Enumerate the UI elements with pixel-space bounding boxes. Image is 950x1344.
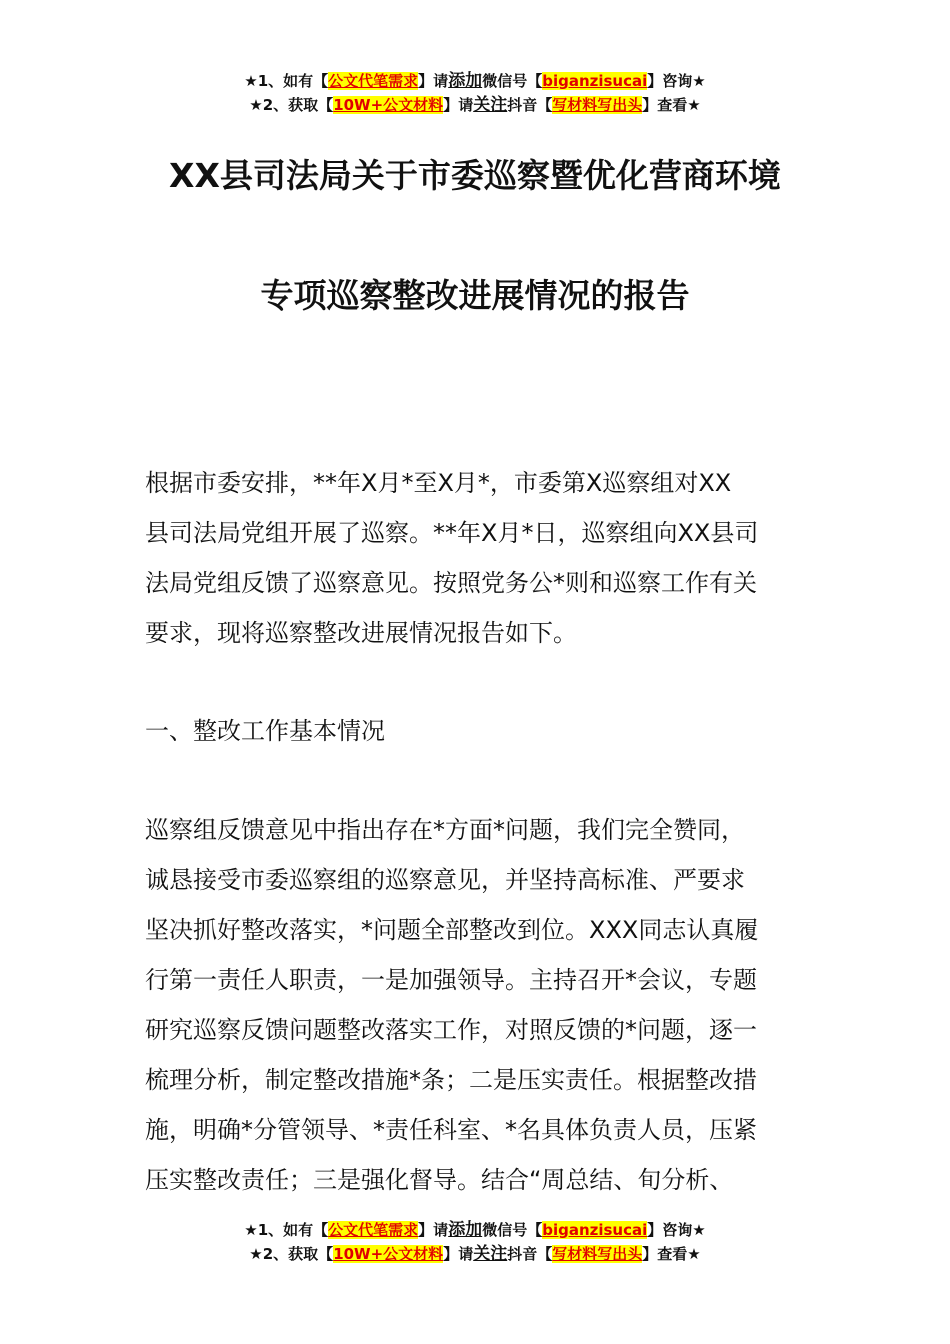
text-line: 法局党组反馈了巡察意见。按照党务公*则和巡察工作有关 <box>145 569 757 597</box>
text-line: 研究巡察反馈问题整改落实工作，对照反馈的*问题，逐一 <box>145 1016 757 1044</box>
text-line: 坚决抓好整改落实，*问题全部整改到位。XXX同志认真履 <box>145 916 759 944</box>
text-line: 梳理分析，制定整改措施*条；二是压实责任。根据整改措 <box>145 1066 757 1094</box>
text-line: 行第一责任人职责，一是加强领导。主持召开*会议，专题 <box>145 966 757 994</box>
promo-highlight: 10W+公文材料 <box>333 1245 444 1263</box>
text-line: 巡察组反馈意见中指出存在*方面*问题，我们完全赞同， <box>145 816 745 844</box>
text-line: 压实整改责任；三是强化督导。结合“周总结、旬分析、 <box>145 1166 734 1194</box>
promo-text: ★2、获取【 <box>249 1245 334 1263</box>
promo-banner-bottom <box>0 1218 950 1266</box>
promo-emphasis: 关注 <box>473 95 508 115</box>
promo-text: 抖音【 <box>507 96 553 114</box>
promo-banner-top <box>0 69 950 117</box>
promo-highlight: 写材料写出头 <box>552 1245 643 1263</box>
text-line: 施，明确*分管领导、*责任科室、*名具体负责人员，压紧 <box>145 1116 757 1144</box>
promo-text: ★2、获取【 <box>249 96 334 114</box>
section-heading-1 <box>145 706 815 756</box>
promo-line-2 <box>0 1242 950 1266</box>
promo-emphasis: 添加 <box>448 71 483 91</box>
promo-emphasis: 关注 <box>473 1244 508 1264</box>
promo-highlight: 写材料写出头 <box>552 96 643 114</box>
promo-highlight: 公文代笔需求 <box>328 72 419 90</box>
paragraph-intro <box>145 458 815 658</box>
promo-text: 】咨询★ <box>647 72 706 90</box>
promo-text: 微信号【 <box>482 1221 543 1239</box>
text-line: 县司法局党组开展了巡察。**年X月*日，巡察组向XX县司 <box>145 519 759 547</box>
promo-text: 】请 <box>418 1221 449 1239</box>
document-title-line-1: XX县司法局关于市委巡察暨优化营商环境 <box>169 156 781 195</box>
promo-emphasis: 添加 <box>448 1220 483 1240</box>
promo-text: 】查看★ <box>642 96 701 114</box>
promo-line-2 <box>0 93 950 117</box>
promo-text: ★1、如有【 <box>244 1221 329 1239</box>
promo-highlight: 10W+公文材料 <box>333 96 444 114</box>
document-title-line-2: 专项巡察整改进展情况的报告 <box>260 276 690 315</box>
promo-text: 微信号【 <box>482 72 543 90</box>
promo-highlight: 公文代笔需求 <box>328 1221 419 1239</box>
text-line: 根据市委安排，**年X月*至X月*，市委第X巡察组对XX <box>145 469 732 497</box>
promo-text: 】请 <box>443 1245 474 1263</box>
promo-text: 】查看★ <box>642 1245 701 1263</box>
text-line: 要求，现将巡察整改进展情况报告如下。 <box>145 619 577 647</box>
promo-highlight: biganzisucai <box>542 72 648 90</box>
promo-text: 】请 <box>418 72 449 90</box>
promo-text: ★1、如有【 <box>244 72 329 90</box>
promo-highlight: biganzisucai <box>542 1221 648 1239</box>
promo-line-1 <box>0 69 950 93</box>
promo-text: 抖音【 <box>507 1245 553 1263</box>
promo-text: 】咨询★ <box>647 1221 706 1239</box>
promo-line-1 <box>0 1218 950 1242</box>
promo-text: 】请 <box>443 96 474 114</box>
text-line: 诚恳接受市委巡察组的巡察意见，并坚持高标准、严要求 <box>145 866 745 894</box>
paragraph-section-1 <box>145 805 815 1205</box>
heading-text: 一、整改工作基本情况 <box>145 717 385 745</box>
